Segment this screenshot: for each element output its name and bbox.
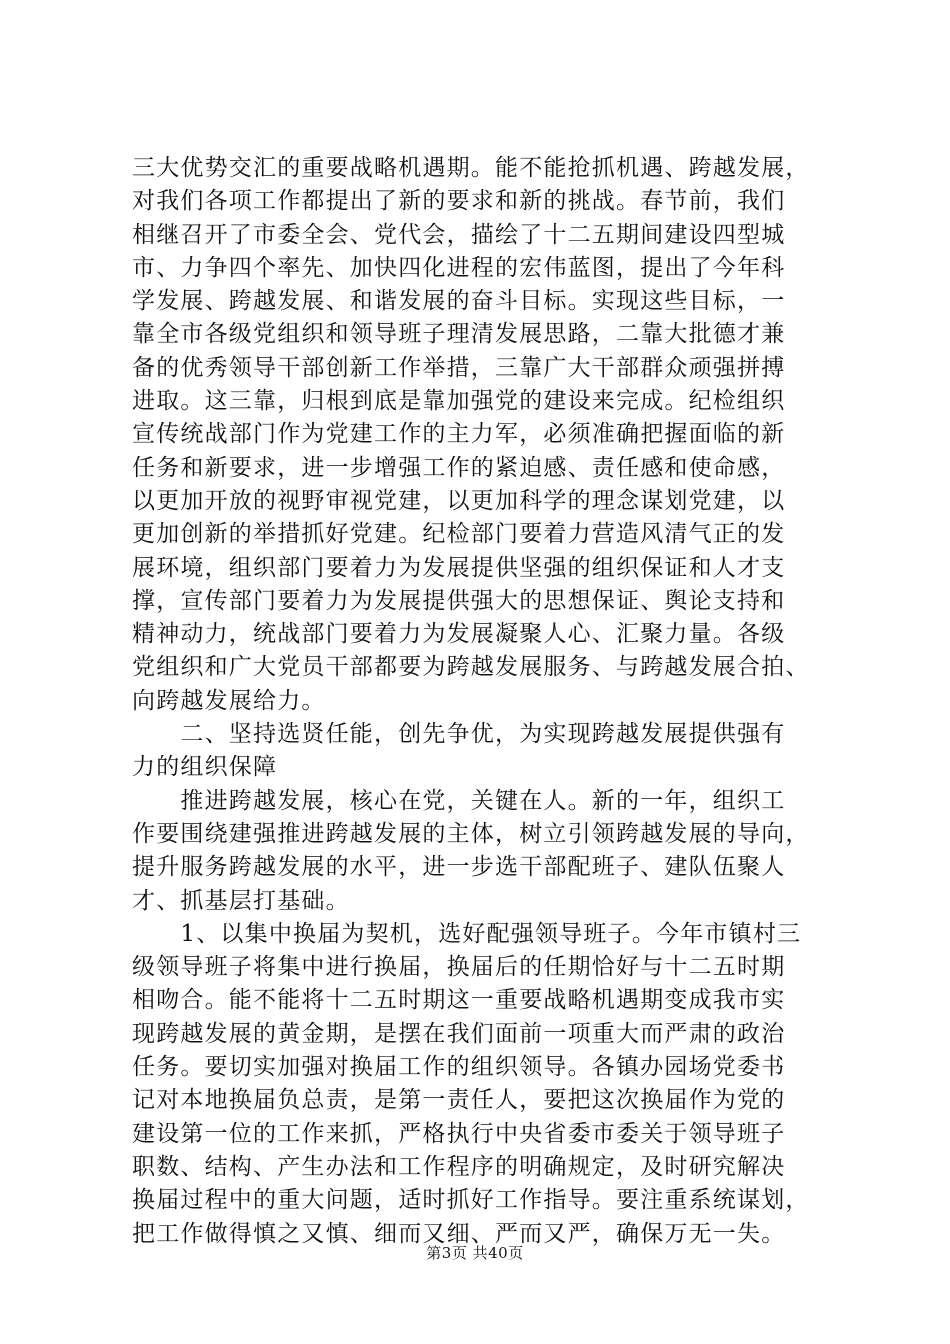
text-line: 宣传统战部门作为党建工作的主力军，必须准确把握面临的新 (132, 421, 786, 448)
text-line: 市、力争四个率先、加快四化进程的宏伟蓝图，提出了今年科 (132, 254, 786, 281)
page-number-footer: 第3页 共40页 (426, 1244, 524, 1262)
text-line: 备的优秀领导干部创新工作举措，三靠广大干部群众顽强拼搏 (132, 354, 786, 381)
body-text (132, 152, 852, 1251)
text-line: 1、以集中换届为契机，选好配强领导班子。今年市镇村三 (132, 920, 802, 947)
text-line: 党组织和广大党员干部都要为跨越发展服务、与跨越发展合拍、 (132, 654, 810, 681)
text-line: 更加创新的举措抓好党建。纪检部门要着力营造风清气正的发 (132, 521, 786, 548)
text-line: 对我们各项工作都提出了新的要求和新的挑战。春节前，我们 (132, 188, 786, 215)
text-line: 进取。这三靠，归根到底是靠加强党的建设来完成。纪检组织 (132, 388, 786, 415)
text-line: 三大优势交汇的重要战略机遇期。能不能抢抓机遇、跨越发展， (132, 155, 810, 181)
text-line: 把工作做得慎之又慎、细而又细、严而又严，确保万无一失。 (132, 1220, 786, 1247)
text-line: 换届过程中的重大问题，适时抓好工作指导。要注重系统谋划， (132, 1187, 810, 1214)
text-line: 以更加开放的视野审视党建，以更加科学的理念谋划党建，以 (132, 487, 786, 514)
text-line: 向跨越发展给力。 (132, 687, 326, 714)
text-line: 作要围绕建强推进跨越发展的主体，树立引领跨越发展的导向， (132, 820, 810, 847)
text-line: 职数、结构、产生办法和工作程序的明确规定，及时研究解决 (132, 1153, 786, 1180)
text-line: 级领导班子将集中进行换届，换届后的任期恰好与十二五时期 (132, 954, 786, 981)
text-line: 建设第一位的工作来抓，严格执行中央省委市委关于领导班子 (132, 1120, 786, 1147)
text-line: 精神动力，统战部门要着力为发展凝聚人心、汇聚力量。各级 (132, 621, 786, 648)
text-line: 推进跨越发展，核心在党，关键在人。新的一年，组织工 (132, 787, 786, 814)
text-line: 任务。要切实加强对换届工作的组织领导。各镇办园场党委书 (132, 1054, 786, 1081)
text-line: 靠全市各级党组织和领导班子理清发展思路，二靠大批德才兼 (132, 321, 786, 348)
text-line: 相吻合。能不能将十二五时期这一重要战略机遇期变成我市实 (132, 987, 786, 1014)
text-line: 学发展、跨越发展、和谐发展的奋斗目标。实现这些目标，一 (132, 288, 786, 315)
text-line: 才、抓基层打基础。 (132, 887, 350, 914)
text-line: 二、坚持选贤任能，创先争优，为实现跨越发展提供强有 (132, 721, 786, 748)
text-line: 现跨越发展的黄金期，是摆在我们面前一项重大而严肃的政治 (132, 1020, 786, 1047)
text-line: 相继召开了市委全会、党代会，描绘了十二五期间建设四型城 (132, 221, 786, 248)
text-line: 任务和新要求，进一步增强工作的紧迫感、责任感和使命感， (132, 454, 786, 481)
text-line: 提升服务跨越发展的水平，进一步选干部配班子、建队伍聚人 (132, 854, 786, 881)
text-line: 展环境，组织部门要着力为发展提供坚强的组织保证和人才支 (132, 554, 786, 581)
text-line: 撑，宣传部门要着力为发展提供强大的思想保证、舆论支持和 (132, 587, 786, 614)
text-line: 力的组织保障 (132, 754, 278, 781)
text-line: 记对本地换届负总责，是第一责任人，要把这次换届作为党的 (132, 1087, 786, 1114)
